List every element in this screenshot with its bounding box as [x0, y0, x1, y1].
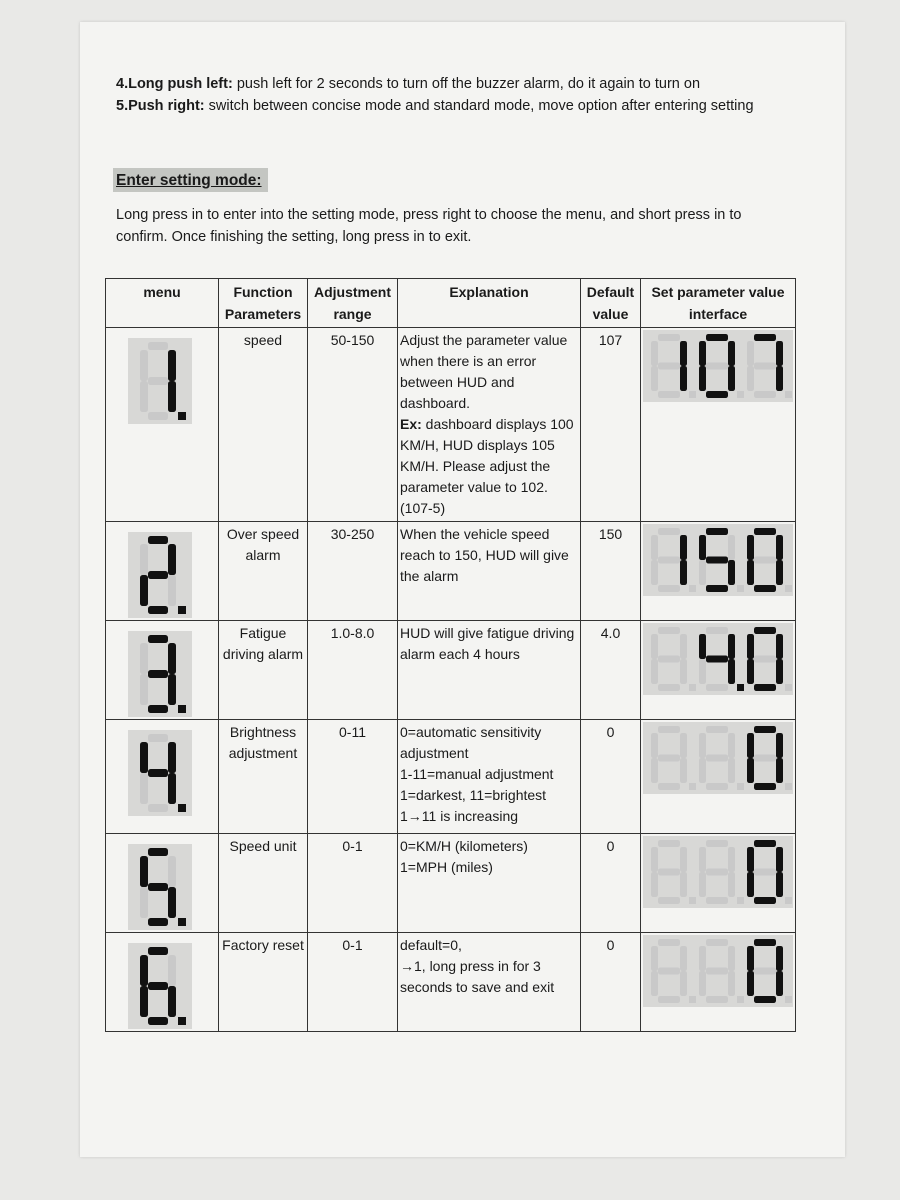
menu-digit-display	[128, 730, 216, 816]
segment-e	[140, 887, 148, 918]
segment-c	[776, 971, 783, 996]
segment-c	[728, 659, 735, 684]
segment-a	[754, 939, 776, 946]
segment-f	[651, 634, 658, 659]
segment-b	[168, 350, 176, 381]
segment-e	[747, 971, 754, 996]
interface-cell	[641, 720, 796, 834]
instruction-push-right: 5.Push right: switch between concise mode and standard mode, move option after entering setting	[116, 98, 754, 114]
segment-g	[658, 755, 680, 762]
segment-e	[699, 971, 706, 996]
segment-a	[754, 840, 776, 847]
segment-g	[148, 982, 168, 990]
segment-c	[168, 575, 176, 606]
segment-a	[754, 627, 776, 634]
range-cell: 0-11	[308, 720, 398, 834]
segment-c	[680, 872, 687, 897]
segment-b	[168, 856, 176, 887]
instruction-long-push-left: 4.Long push left: push left for 2 seconds to turn off the buzzer alarm, do it again to turn on	[116, 76, 701, 92]
segment-e	[747, 366, 754, 391]
segment-c	[728, 758, 735, 783]
segment-g	[148, 670, 168, 678]
segment-f	[140, 544, 148, 575]
segment-f	[140, 955, 148, 986]
segment-f	[699, 847, 706, 872]
segment-a	[148, 947, 168, 955]
segment-c	[776, 560, 783, 585]
segment-dot	[689, 585, 696, 592]
segment-e	[699, 366, 706, 391]
segment-g	[754, 557, 776, 564]
default-cell: 0	[581, 933, 641, 1032]
seven-segment-display	[643, 836, 793, 908]
segment-f	[747, 341, 754, 366]
segment-c	[776, 758, 783, 783]
seven-segment-display	[643, 722, 793, 794]
segment-f	[140, 643, 148, 674]
segment-e	[140, 773, 148, 804]
segment-dot	[785, 897, 792, 904]
menu-cell	[106, 933, 219, 1032]
explanation-cell: 0=automatic sensitivity adjustment 1-11=manual adjustment 1=darkest, 11=brightest 1→11 is increasing	[398, 720, 581, 834]
segment-dot	[178, 705, 186, 713]
segment-b	[680, 634, 687, 659]
segment-dot	[785, 684, 792, 691]
segment-g	[658, 557, 680, 564]
segment-d	[658, 996, 680, 1003]
segment-e	[651, 560, 658, 585]
segment-f	[651, 341, 658, 366]
segment-a	[658, 528, 680, 535]
segment-b	[776, 341, 783, 366]
segment-g	[658, 869, 680, 876]
segment-e	[140, 674, 148, 705]
segment-f	[140, 350, 148, 381]
segment-e	[699, 758, 706, 783]
segment-g	[658, 656, 680, 663]
segment-c	[168, 674, 176, 705]
segment-b	[168, 955, 176, 986]
segment-b	[728, 341, 735, 366]
seven-segment-display	[643, 524, 793, 596]
menu-digit-display	[128, 338, 216, 424]
table-row	[106, 328, 796, 522]
segment-a	[658, 334, 680, 341]
segment-d	[148, 1017, 168, 1025]
segment-a	[706, 627, 728, 634]
segment-e	[651, 971, 658, 996]
segment-f	[747, 634, 754, 659]
segment-f	[747, 535, 754, 560]
explanation-cell: When the vehicle speed reach to 150, HUD will give the alarm	[398, 522, 581, 621]
segment-a	[706, 334, 728, 341]
segment-dot	[785, 996, 792, 1003]
segment-g	[706, 656, 728, 663]
segment-c	[728, 560, 735, 585]
segment-g	[706, 755, 728, 762]
segment-b	[776, 847, 783, 872]
segment-f	[651, 733, 658, 758]
header-interface: Set parameter value interface	[641, 279, 796, 328]
segment-dot	[737, 996, 744, 1003]
range-cell: 0-1	[308, 834, 398, 933]
segment-c	[168, 887, 176, 918]
segment-f	[699, 946, 706, 971]
table-row	[106, 933, 796, 1032]
segment-dot	[689, 897, 696, 904]
segment-c	[168, 381, 176, 412]
segment-b	[728, 946, 735, 971]
segment-f	[651, 535, 658, 560]
section-heading: Enter setting mode:	[113, 168, 268, 192]
segment-d	[148, 804, 168, 812]
segment-g	[754, 363, 776, 370]
segment-e	[651, 758, 658, 783]
segment-dot	[737, 897, 744, 904]
segment-c	[680, 659, 687, 684]
segment-c	[776, 366, 783, 391]
segment-dot	[178, 1017, 186, 1025]
segment-a	[658, 939, 680, 946]
segment-d	[706, 783, 728, 790]
segment-d	[148, 705, 168, 713]
menu-cell	[106, 621, 219, 720]
segment-b	[168, 544, 176, 575]
segment-f	[747, 847, 754, 872]
segment-dot	[178, 412, 186, 420]
segment-f	[140, 856, 148, 887]
segment-f	[747, 946, 754, 971]
segment-a	[658, 840, 680, 847]
segment-d	[148, 606, 168, 614]
interface-cell	[641, 328, 796, 522]
function-cell: speed	[219, 328, 308, 522]
segment-b	[680, 535, 687, 560]
segment-c	[728, 971, 735, 996]
function-cell: Over speed alarm	[219, 522, 308, 621]
segment-dot	[785, 783, 792, 790]
segment-c	[728, 366, 735, 391]
segment-g	[658, 363, 680, 370]
segment-c	[680, 366, 687, 391]
segment-dot	[689, 783, 696, 790]
segment-dot	[689, 996, 696, 1003]
segment-g	[706, 557, 728, 564]
segment-b	[680, 946, 687, 971]
segment-a	[754, 726, 776, 733]
segment-dot	[785, 391, 792, 398]
segment-a	[148, 734, 168, 742]
segment-f	[699, 341, 706, 366]
segment-b	[776, 535, 783, 560]
table-row	[106, 834, 796, 933]
segment-e	[699, 872, 706, 897]
segment-d	[706, 391, 728, 398]
segment-b	[168, 643, 176, 674]
segment-dot	[737, 684, 744, 691]
seven-segment-display	[643, 935, 793, 1007]
segment-g	[658, 968, 680, 975]
header-menu: menu	[106, 279, 219, 328]
table-row	[106, 720, 796, 834]
segment-a	[754, 528, 776, 535]
segment-g	[754, 968, 776, 975]
segment-f	[651, 946, 658, 971]
segment-a	[148, 536, 168, 544]
menu-cell	[106, 328, 219, 522]
segment-dot	[178, 918, 186, 926]
explanation-cell: 0=KM/H (kilometers) 1=MPH (miles)	[398, 834, 581, 933]
menu-digit-display	[128, 631, 216, 717]
segment-dot	[737, 391, 744, 398]
segment-d	[658, 391, 680, 398]
segment-g	[148, 769, 168, 777]
segment-c	[168, 986, 176, 1017]
segment-f	[651, 847, 658, 872]
segment-b	[776, 733, 783, 758]
segment-d	[754, 996, 776, 1003]
segment-dot	[737, 585, 744, 592]
range-cell: 0-1	[308, 933, 398, 1032]
default-cell: 0	[581, 720, 641, 834]
default-cell: 4.0	[581, 621, 641, 720]
table-header-row	[106, 279, 796, 328]
segment-c	[680, 560, 687, 585]
interface-cell	[641, 621, 796, 720]
range-cell: 30-250	[308, 522, 398, 621]
menu-digit-display	[128, 844, 216, 930]
segment-f	[140, 742, 148, 773]
interface-cell	[641, 933, 796, 1032]
segment-a	[754, 334, 776, 341]
segment-e	[699, 560, 706, 585]
segment-e	[140, 986, 148, 1017]
segment-g	[706, 363, 728, 370]
segment-b	[680, 733, 687, 758]
segment-g	[706, 869, 728, 876]
segment-g	[754, 755, 776, 762]
segment-g	[754, 869, 776, 876]
segment-dot	[178, 606, 186, 614]
segment-c	[168, 773, 176, 804]
seven-segment-display	[643, 623, 793, 695]
segment-dot	[178, 804, 186, 812]
segment-d	[148, 412, 168, 420]
segment-a	[706, 726, 728, 733]
segment-b	[776, 634, 783, 659]
settings-table	[105, 278, 796, 1032]
segment-d	[658, 684, 680, 691]
table-row	[106, 621, 796, 720]
segment-a	[706, 939, 728, 946]
segment-b	[728, 535, 735, 560]
range-cell: 1.0-8.0	[308, 621, 398, 720]
segment-a	[148, 635, 168, 643]
segment-g	[148, 883, 168, 891]
header-default: Default value	[581, 279, 641, 328]
segment-a	[148, 848, 168, 856]
function-cell: Factory reset	[219, 933, 308, 1032]
section-body: Long press in to enter into the setting mode, press right to choose the menu, and short press in to confirm. Once finishing the setting, long press in to exit.	[116, 207, 742, 245]
segment-d	[754, 684, 776, 691]
segment-dot	[689, 684, 696, 691]
segment-dot	[785, 585, 792, 592]
segment-b	[728, 733, 735, 758]
table-row	[106, 522, 796, 621]
segment-d	[754, 585, 776, 592]
default-cell: 107	[581, 328, 641, 522]
interface-cell	[641, 834, 796, 933]
segment-d	[658, 783, 680, 790]
header-explanation: Explanation	[398, 279, 581, 328]
segment-dot	[737, 783, 744, 790]
segment-g	[754, 656, 776, 663]
function-cell: Fatigue driving alarm	[219, 621, 308, 720]
segment-c	[728, 872, 735, 897]
segment-d	[706, 585, 728, 592]
segment-d	[754, 391, 776, 398]
segment-f	[699, 733, 706, 758]
segment-e	[747, 560, 754, 585]
segment-e	[747, 758, 754, 783]
menu-digit-display	[128, 532, 216, 618]
segment-f	[699, 535, 706, 560]
explanation-cell: default=0, →1, long press in for 3 seconds to save and exit	[398, 933, 581, 1032]
segment-d	[706, 996, 728, 1003]
segment-dot	[689, 391, 696, 398]
segment-d	[658, 897, 680, 904]
menu-cell	[106, 720, 219, 834]
segment-e	[699, 659, 706, 684]
segment-e	[651, 659, 658, 684]
segment-a	[148, 342, 168, 350]
menu-cell	[106, 834, 219, 933]
range-cell: 50-150	[308, 328, 398, 522]
segment-d	[658, 585, 680, 592]
interface-cell	[641, 522, 796, 621]
explanation-cell: HUD will give fatigue driving alarm each 4 hours	[398, 621, 581, 720]
segment-e	[747, 659, 754, 684]
segment-c	[680, 758, 687, 783]
segment-d	[148, 918, 168, 926]
segment-e	[651, 872, 658, 897]
segment-e	[140, 381, 148, 412]
segment-e	[651, 366, 658, 391]
menu-cell	[106, 522, 219, 621]
segment-b	[680, 341, 687, 366]
header-range: Adjustment range	[308, 279, 398, 328]
segment-g	[148, 571, 168, 579]
segment-a	[658, 726, 680, 733]
segment-d	[754, 897, 776, 904]
explanation-cell: Adjust the parameter value when there is an error between HUD and dashboard. Ex: dashboard displays 100 KM/H, HUD displays 105 KM/H. Please adjust the parameter value to 102.(107-5)	[398, 328, 581, 522]
segment-b	[680, 847, 687, 872]
seven-segment-display	[643, 330, 793, 402]
menu-digit-display	[128, 943, 216, 1029]
segment-a	[658, 627, 680, 634]
function-cell: Speed unit	[219, 834, 308, 933]
segment-f	[747, 733, 754, 758]
function-cell: Brightness adjustment	[219, 720, 308, 834]
segment-c	[680, 971, 687, 996]
segment-b	[168, 742, 176, 773]
segment-f	[699, 634, 706, 659]
segment-b	[776, 946, 783, 971]
segment-d	[706, 897, 728, 904]
default-cell: 150	[581, 522, 641, 621]
segment-g	[706, 968, 728, 975]
segment-g	[148, 377, 168, 385]
segment-c	[776, 872, 783, 897]
segment-a	[706, 528, 728, 535]
segment-e	[747, 872, 754, 897]
header-function: Function Parameters	[219, 279, 308, 328]
segment-c	[776, 659, 783, 684]
segment-b	[728, 634, 735, 659]
segment-d	[706, 684, 728, 691]
segment-e	[140, 575, 148, 606]
default-cell: 0	[581, 834, 641, 933]
segment-d	[754, 783, 776, 790]
segment-a	[706, 840, 728, 847]
segment-b	[728, 847, 735, 872]
